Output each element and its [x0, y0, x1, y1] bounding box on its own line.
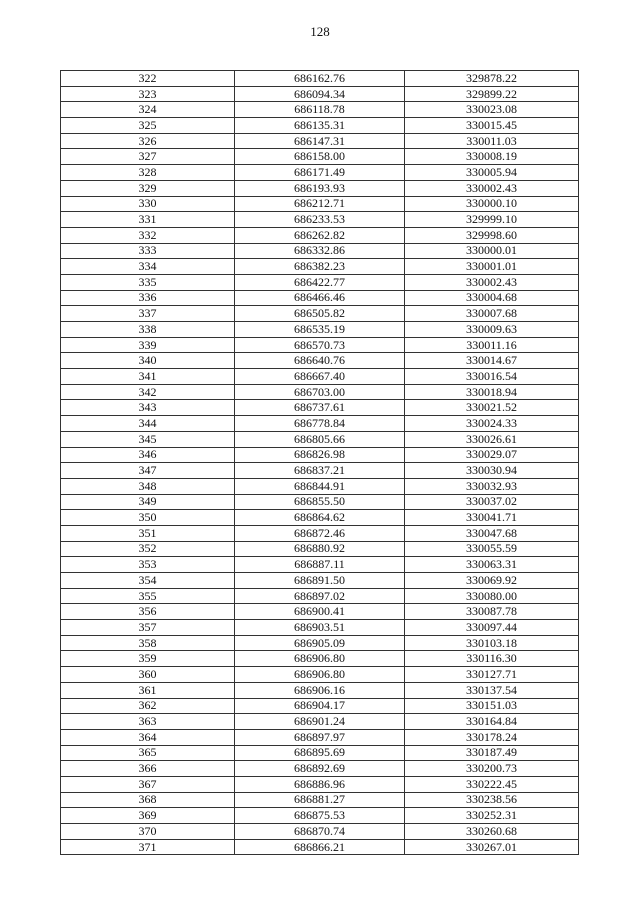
table-row — [61, 573, 579, 589]
point-number-cell: 360 — [61, 667, 235, 683]
point-number-cell: 357 — [61, 620, 235, 636]
x-coordinate-cell: 686162.76 — [235, 71, 405, 87]
x-coordinate-cell: 686805.66 — [235, 431, 405, 447]
y-coordinate-cell: 330222.45 — [405, 776, 579, 792]
x-coordinate-cell: 686904.17 — [235, 698, 405, 714]
x-coordinate-cell: 686855.50 — [235, 494, 405, 510]
y-coordinate-cell: 330260.68 — [405, 824, 579, 840]
y-coordinate-cell: 330087.78 — [405, 604, 579, 620]
point-number-cell: 335 — [61, 274, 235, 290]
point-number-cell: 371 — [61, 839, 235, 855]
x-coordinate-cell: 686094.34 — [235, 86, 405, 102]
point-number-cell: 325 — [61, 118, 235, 134]
table-row — [61, 729, 579, 745]
table-row — [61, 698, 579, 714]
y-coordinate-cell: 330037.02 — [405, 494, 579, 510]
x-coordinate-cell: 686667.40 — [235, 369, 405, 385]
x-coordinate-cell: 686903.51 — [235, 620, 405, 636]
x-coordinate-cell: 686158.00 — [235, 149, 405, 165]
x-coordinate-cell: 686866.21 — [235, 839, 405, 855]
y-coordinate-cell: 330005.94 — [405, 165, 579, 181]
table-row — [61, 651, 579, 667]
table-row — [61, 431, 579, 447]
point-number-cell: 356 — [61, 604, 235, 620]
point-number-cell: 334 — [61, 259, 235, 275]
x-coordinate-cell: 686233.53 — [235, 212, 405, 228]
y-coordinate-cell: 330116.30 — [405, 651, 579, 667]
y-coordinate-cell: 330026.61 — [405, 431, 579, 447]
x-coordinate-cell: 686147.31 — [235, 133, 405, 149]
x-coordinate-cell: 686640.76 — [235, 353, 405, 369]
table-row — [61, 541, 579, 557]
point-number-cell: 370 — [61, 824, 235, 840]
y-coordinate-cell: 330030.94 — [405, 463, 579, 479]
y-coordinate-cell: 330000.10 — [405, 196, 579, 212]
x-coordinate-cell: 686900.41 — [235, 604, 405, 620]
point-number-cell: 363 — [61, 714, 235, 730]
y-coordinate-cell: 330080.00 — [405, 588, 579, 604]
y-coordinate-cell: 330023.08 — [405, 102, 579, 118]
table-row — [61, 212, 579, 228]
x-coordinate-cell: 686897.02 — [235, 588, 405, 604]
point-number-cell: 336 — [61, 290, 235, 306]
table-row — [61, 808, 579, 824]
x-coordinate-cell: 686262.82 — [235, 227, 405, 243]
x-coordinate-cell: 686887.11 — [235, 557, 405, 573]
x-coordinate-cell: 686535.19 — [235, 322, 405, 338]
point-number-cell: 342 — [61, 384, 235, 400]
point-number-cell: 340 — [61, 353, 235, 369]
x-coordinate-cell: 686382.23 — [235, 259, 405, 275]
point-number-cell: 358 — [61, 635, 235, 651]
y-coordinate-cell: 330002.43 — [405, 274, 579, 290]
table-row — [61, 667, 579, 683]
point-number-cell: 368 — [61, 792, 235, 808]
y-coordinate-cell: 330001.01 — [405, 259, 579, 275]
y-coordinate-cell: 330004.68 — [405, 290, 579, 306]
y-coordinate-cell: 330008.19 — [405, 149, 579, 165]
table-row — [61, 839, 579, 855]
table-row — [61, 86, 579, 102]
y-coordinate-cell: 330002.43 — [405, 180, 579, 196]
table-row — [61, 588, 579, 604]
y-coordinate-cell: 330014.67 — [405, 353, 579, 369]
x-coordinate-cell: 686505.82 — [235, 306, 405, 322]
point-number-cell: 362 — [61, 698, 235, 714]
table-row — [61, 102, 579, 118]
x-coordinate-cell: 686135.31 — [235, 118, 405, 134]
point-number-cell: 322 — [61, 71, 235, 87]
table-row — [61, 180, 579, 196]
point-number-cell: 361 — [61, 682, 235, 698]
table-row — [61, 494, 579, 510]
y-coordinate-cell: 330011.03 — [405, 133, 579, 149]
y-coordinate-cell: 330015.45 — [405, 118, 579, 134]
y-coordinate-cell: 330041.71 — [405, 510, 579, 526]
x-coordinate-cell: 686826.98 — [235, 447, 405, 463]
x-coordinate-cell: 686703.00 — [235, 384, 405, 400]
y-coordinate-cell: 329999.10 — [405, 212, 579, 228]
x-coordinate-cell: 686906.80 — [235, 651, 405, 667]
y-coordinate-cell: 329998.60 — [405, 227, 579, 243]
point-number-cell: 326 — [61, 133, 235, 149]
point-number-cell: 352 — [61, 541, 235, 557]
table-row — [61, 274, 579, 290]
table-row — [61, 714, 579, 730]
x-coordinate-cell: 686881.27 — [235, 792, 405, 808]
x-coordinate-cell: 686880.92 — [235, 541, 405, 557]
point-number-cell: 354 — [61, 573, 235, 589]
y-coordinate-cell: 330252.31 — [405, 808, 579, 824]
y-coordinate-cell: 330007.68 — [405, 306, 579, 322]
y-coordinate-cell: 330029.07 — [405, 447, 579, 463]
point-number-cell: 344 — [61, 416, 235, 432]
table-row — [61, 776, 579, 792]
table-row — [61, 416, 579, 432]
table-row — [61, 792, 579, 808]
point-number-cell: 332 — [61, 227, 235, 243]
y-coordinate-cell: 330011.16 — [405, 337, 579, 353]
table-row — [61, 149, 579, 165]
table-row — [61, 761, 579, 777]
table-row — [61, 337, 579, 353]
table-row — [61, 322, 579, 338]
point-number-cell: 350 — [61, 510, 235, 526]
y-coordinate-cell: 330164.84 — [405, 714, 579, 730]
table-row — [61, 306, 579, 322]
y-coordinate-cell: 330238.56 — [405, 792, 579, 808]
table-row — [61, 745, 579, 761]
point-number-cell: 346 — [61, 447, 235, 463]
y-coordinate-cell: 330000.01 — [405, 243, 579, 259]
point-number-cell: 339 — [61, 337, 235, 353]
table-row — [61, 290, 579, 306]
point-number-cell: 349 — [61, 494, 235, 510]
x-coordinate-cell: 686906.16 — [235, 682, 405, 698]
point-number-cell: 330 — [61, 196, 235, 212]
y-coordinate-cell: 330267.01 — [405, 839, 579, 855]
point-number-cell: 337 — [61, 306, 235, 322]
y-coordinate-cell: 330032.93 — [405, 478, 579, 494]
point-number-cell: 341 — [61, 369, 235, 385]
point-number-cell: 355 — [61, 588, 235, 604]
point-number-cell: 331 — [61, 212, 235, 228]
x-coordinate-cell: 686332.86 — [235, 243, 405, 259]
x-coordinate-cell: 686171.49 — [235, 165, 405, 181]
table-row — [61, 118, 579, 134]
table-row — [61, 384, 579, 400]
point-number-cell: 359 — [61, 651, 235, 667]
table-row — [61, 165, 579, 181]
point-number-cell: 329 — [61, 180, 235, 196]
coordinates-table-body — [61, 71, 579, 855]
y-coordinate-cell: 330018.94 — [405, 384, 579, 400]
point-number-cell: 367 — [61, 776, 235, 792]
y-coordinate-cell: 330178.24 — [405, 729, 579, 745]
y-coordinate-cell: 330151.03 — [405, 698, 579, 714]
table-row — [61, 478, 579, 494]
y-coordinate-cell: 329899.22 — [405, 86, 579, 102]
x-coordinate-cell: 686737.61 — [235, 400, 405, 416]
point-number-cell: 345 — [61, 431, 235, 447]
x-coordinate-cell: 686905.09 — [235, 635, 405, 651]
table-row — [61, 259, 579, 275]
table-row — [61, 557, 579, 573]
x-coordinate-cell: 686875.53 — [235, 808, 405, 824]
point-number-cell: 348 — [61, 478, 235, 494]
x-coordinate-cell: 686901.24 — [235, 714, 405, 730]
x-coordinate-cell: 686778.84 — [235, 416, 405, 432]
x-coordinate-cell: 686864.62 — [235, 510, 405, 526]
y-coordinate-cell: 330097.44 — [405, 620, 579, 636]
point-number-cell: 343 — [61, 400, 235, 416]
point-number-cell: 323 — [61, 86, 235, 102]
table-row — [61, 604, 579, 620]
table-row — [61, 510, 579, 526]
x-coordinate-cell: 686193.93 — [235, 180, 405, 196]
x-coordinate-cell: 686870.74 — [235, 824, 405, 840]
x-coordinate-cell: 686895.69 — [235, 745, 405, 761]
table-row — [61, 635, 579, 651]
table-row — [61, 369, 579, 385]
point-number-cell: 353 — [61, 557, 235, 573]
y-coordinate-cell: 330137.54 — [405, 682, 579, 698]
x-coordinate-cell: 686872.46 — [235, 525, 405, 541]
table-row — [61, 243, 579, 259]
table-row — [61, 133, 579, 149]
y-coordinate-cell: 330063.31 — [405, 557, 579, 573]
table-row — [61, 463, 579, 479]
x-coordinate-cell: 686466.46 — [235, 290, 405, 306]
x-coordinate-cell: 686891.50 — [235, 573, 405, 589]
page-number: 128 — [310, 24, 330, 39]
table-row — [61, 525, 579, 541]
y-coordinate-cell: 330055.59 — [405, 541, 579, 557]
y-coordinate-cell: 330021.52 — [405, 400, 579, 416]
y-coordinate-cell: 330200.73 — [405, 761, 579, 777]
x-coordinate-cell: 686886.96 — [235, 776, 405, 792]
y-coordinate-cell: 330009.63 — [405, 322, 579, 338]
x-coordinate-cell: 686422.77 — [235, 274, 405, 290]
y-coordinate-cell: 330047.68 — [405, 525, 579, 541]
x-coordinate-cell: 686212.71 — [235, 196, 405, 212]
point-number-cell: 351 — [61, 525, 235, 541]
point-number-cell: 327 — [61, 149, 235, 165]
x-coordinate-cell: 686844.91 — [235, 478, 405, 494]
point-number-cell: 369 — [61, 808, 235, 824]
table-row — [61, 620, 579, 636]
table-row — [61, 824, 579, 840]
y-coordinate-cell: 330103.18 — [405, 635, 579, 651]
y-coordinate-cell: 329878.22 — [405, 71, 579, 87]
y-coordinate-cell: 330069.92 — [405, 573, 579, 589]
y-coordinate-cell: 330016.54 — [405, 369, 579, 385]
x-coordinate-cell: 686897.97 — [235, 729, 405, 745]
point-number-cell: 338 — [61, 322, 235, 338]
table-row — [61, 447, 579, 463]
y-coordinate-cell: 330187.49 — [405, 745, 579, 761]
table-row — [61, 71, 579, 87]
x-coordinate-cell: 686118.78 — [235, 102, 405, 118]
point-number-cell: 365 — [61, 745, 235, 761]
x-coordinate-cell: 686892.69 — [235, 761, 405, 777]
point-number-cell: 324 — [61, 102, 235, 118]
y-coordinate-cell: 330127.71 — [405, 667, 579, 683]
x-coordinate-cell: 686906.80 — [235, 667, 405, 683]
point-number-cell: 364 — [61, 729, 235, 745]
table-row — [61, 400, 579, 416]
point-number-cell: 347 — [61, 463, 235, 479]
table-row — [61, 227, 579, 243]
x-coordinate-cell: 686837.21 — [235, 463, 405, 479]
coordinates-table — [60, 70, 579, 855]
y-coordinate-cell: 330024.33 — [405, 416, 579, 432]
table-row — [61, 353, 579, 369]
point-number-cell: 333 — [61, 243, 235, 259]
x-coordinate-cell: 686570.73 — [235, 337, 405, 353]
table-row — [61, 682, 579, 698]
point-number-cell: 366 — [61, 761, 235, 777]
point-number-cell: 328 — [61, 165, 235, 181]
table-row — [61, 196, 579, 212]
